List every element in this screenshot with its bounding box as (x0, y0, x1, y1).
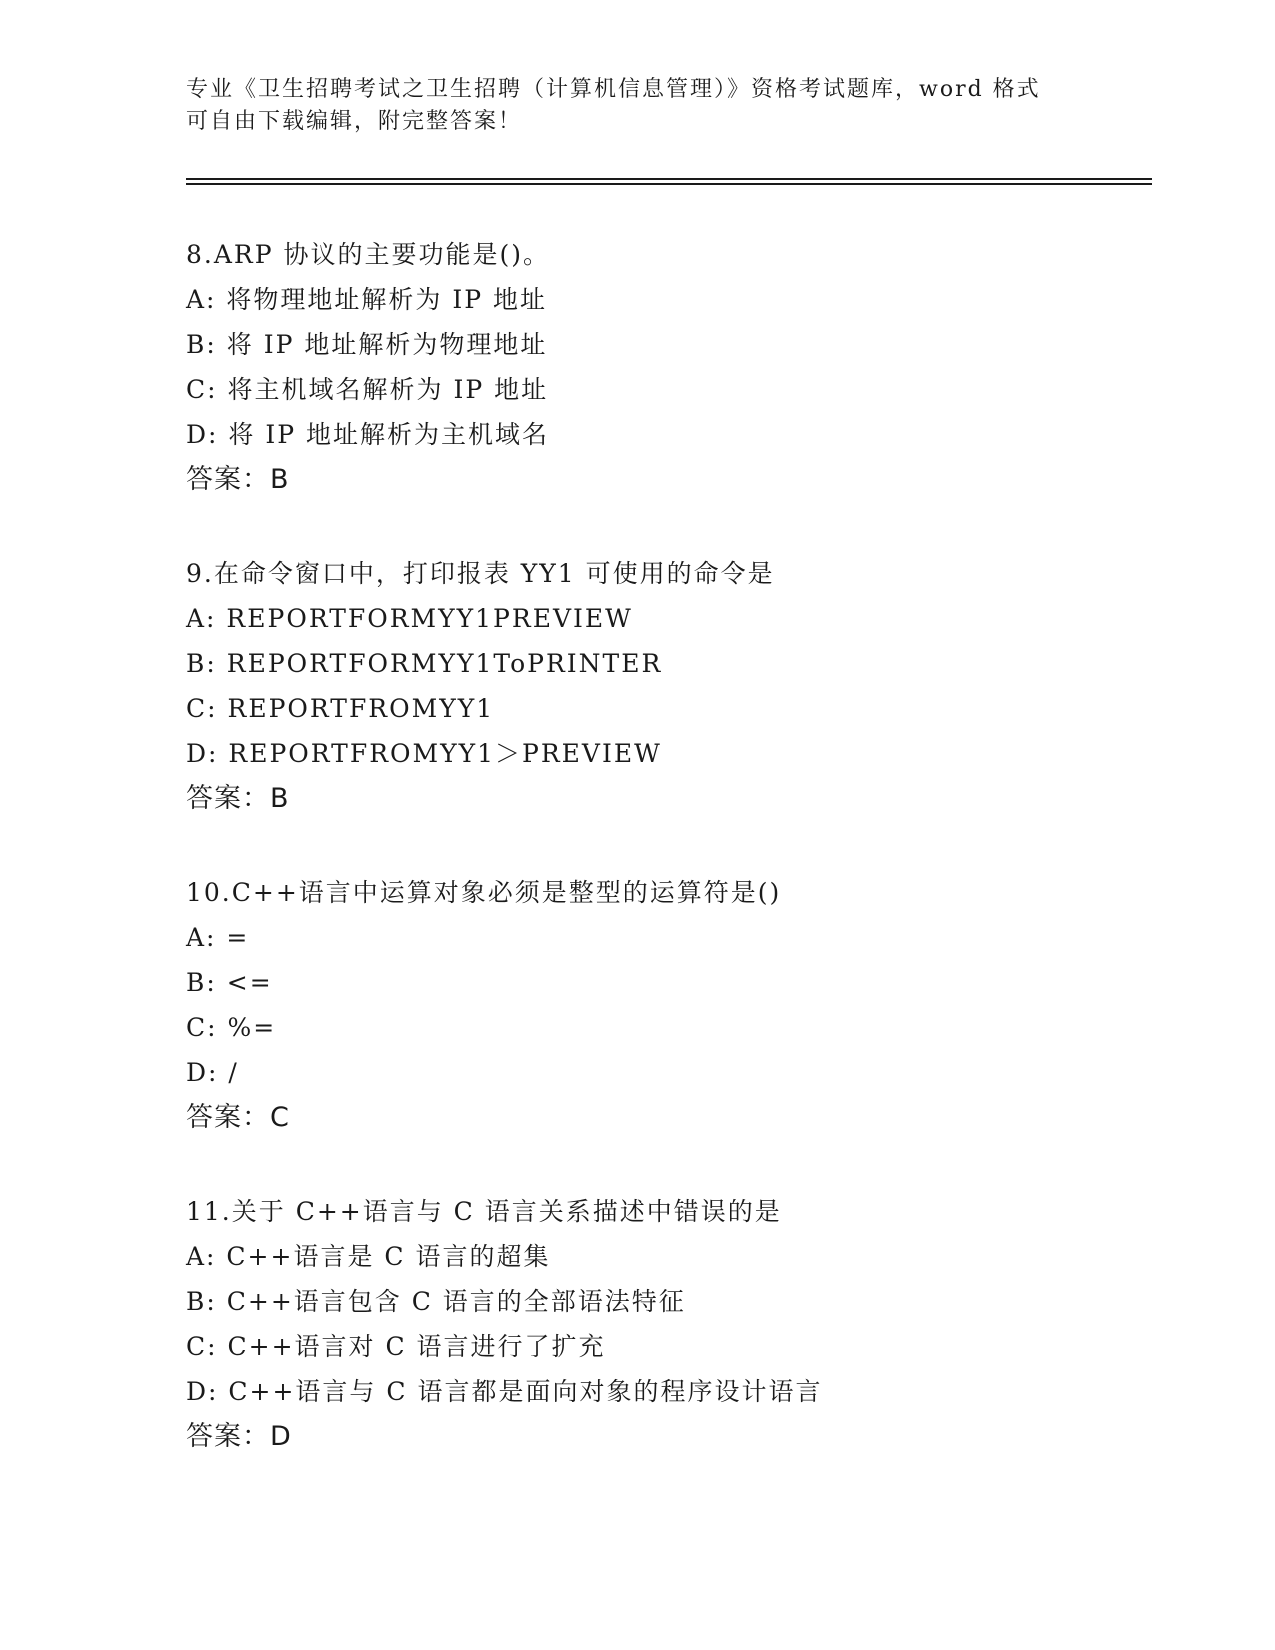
option-b: B: REPORTFORMYY1ToPRINTER (186, 649, 663, 678)
question-text: 9.在命令窗口中，打印报表 YY1 可使用的命令是 (186, 559, 775, 588)
option-b: B: C++语言包含 C 语言的全部语法特征 (186, 1287, 686, 1316)
question-9 (186, 551, 1136, 821)
option-c: C: %= (186, 1013, 277, 1042)
question-8 (186, 232, 1136, 502)
option-a: A: 将物理地址解析为 IP 地址 (186, 285, 548, 314)
option-c: C: 将主机域名解析为 IP 地址 (186, 375, 549, 404)
option-d: D: 将 IP 地址解析为主机域名 (186, 420, 550, 449)
question-text: 10.C++语言中运算对象必须是整型的运算符是() (186, 878, 782, 907)
answer-line: 答案：B (186, 464, 290, 495)
question-11 (186, 1189, 1136, 1459)
option-a: A: = (186, 923, 250, 952)
option-c: C: C++语言对 C 语言进行了扩充 (186, 1332, 606, 1361)
header-line-2: 可自由下载编辑，附完整答案！ (186, 109, 523, 134)
header-divider-top (186, 178, 1152, 180)
answer-line: 答案：D (186, 1421, 292, 1452)
option-b: B: 将 IP 地址解析为物理地址 (186, 330, 548, 359)
question-text: 11.关于 C++语言与 C 语言关系描述中错误的是 (186, 1197, 782, 1226)
answer-line: 答案：B (186, 783, 290, 814)
question-text: 8.ARP 协议的主要功能是()。 (186, 240, 551, 269)
option-d: D: / (186, 1058, 239, 1087)
document-header (186, 74, 1086, 138)
option-a: A: REPORTFORMYY1PREVIEW (186, 604, 633, 633)
question-10 (186, 870, 1136, 1140)
answer-line: 答案：C (186, 1102, 290, 1133)
header-divider-bottom (186, 183, 1152, 185)
option-d: D: REPORTFROMYY1＞PREVIEW (186, 739, 662, 768)
option-a: A: C++语言是 C 语言的超集 (186, 1242, 551, 1271)
option-b: B: <= (186, 968, 273, 997)
option-c: C: REPORTFROMYY1 (186, 694, 495, 723)
header-line-1: 专业《卫生招聘考试之卫生招聘（计算机信息管理）》资格考试题库，word 格式 (186, 77, 1041, 102)
option-d: D: C++语言与 C 语言都是面向对象的程序设计语言 (186, 1377, 823, 1406)
